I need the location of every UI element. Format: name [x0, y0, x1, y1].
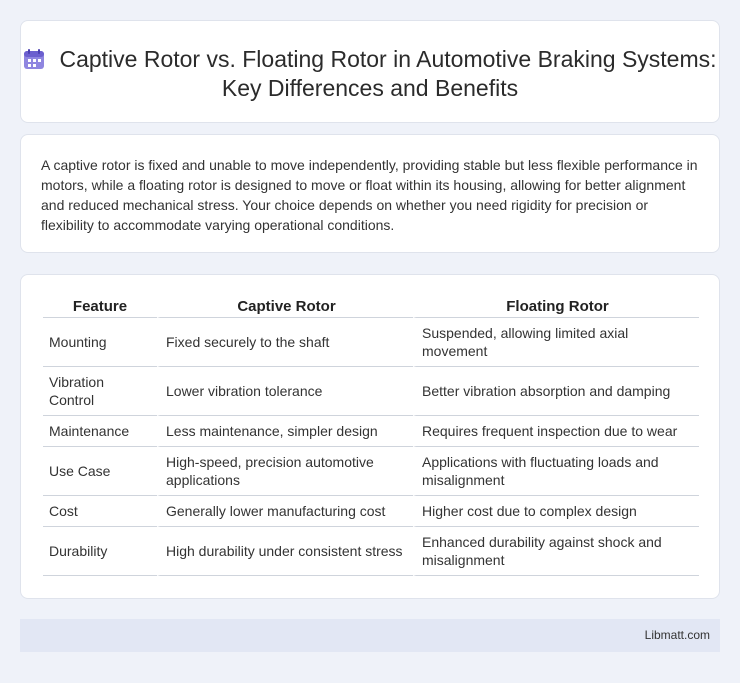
captive-cell: High-speed, precision automotive applications: [157, 447, 413, 496]
captive-cell: Generally lower manufacturing cost: [157, 496, 413, 527]
table-row: [43, 496, 699, 527]
intro-card: [20, 134, 720, 253]
feature-cell: Use Case: [43, 447, 157, 496]
page-title-text: Captive Rotor vs. Floating Rotor in Automotive Braking Systems: Key Differences and Benefits: [59, 46, 717, 101]
table-row: [43, 527, 699, 576]
table-header-row: [43, 297, 699, 318]
floating-cell: Requires frequent inspection due to wear: [413, 416, 699, 447]
comparison-card: [20, 274, 720, 599]
table-row: [43, 416, 699, 447]
calendar-icon: [23, 48, 45, 70]
header-feature: Feature: [43, 297, 157, 318]
floating-cell: Higher cost due to complex design: [413, 496, 699, 527]
floating-cell: Enhanced durability against shock and misalignment: [413, 527, 699, 576]
floating-cell: Suspended, allowing limited axial movement: [413, 318, 699, 367]
feature-cell: Vibration Control: [43, 367, 157, 416]
table-row: [43, 447, 699, 496]
footer: [20, 619, 720, 652]
feature-cell: Maintenance: [43, 416, 157, 447]
comparison-table: [43, 297, 699, 576]
page-title: [21, 45, 719, 103]
header-floating-rotor: Floating Rotor: [413, 297, 699, 318]
feature-cell: Cost: [43, 496, 157, 527]
feature-cell: Mounting: [43, 318, 157, 367]
captive-cell: Lower vibration tolerance: [157, 367, 413, 416]
captive-cell: Less maintenance, simpler design: [157, 416, 413, 447]
intro-paragraph: A captive rotor is fixed and unable to move independently, providing stable but less flexible performance in motors, while a floating rotor is designed to move or float within its housing, allowing for better alignment and reduced mechanical stress. Your choice depends on whether you need rigidity for precision or flexibility to accommodate varying operational conditions.: [41, 157, 698, 233]
footer-site-link[interactable]: Libmatt.com: [644, 628, 710, 642]
floating-cell: Applications with fluctuating loads and misalignment: [413, 447, 699, 496]
title-card: [20, 20, 720, 123]
floating-cell: Better vibration absorption and damping: [413, 367, 699, 416]
table-row: [43, 367, 699, 416]
captive-cell: High durability under consistent stress: [157, 527, 413, 576]
captive-cell: Fixed securely to the shaft: [157, 318, 413, 367]
table-row: [43, 318, 699, 367]
feature-cell: Durability: [43, 527, 157, 576]
header-captive-rotor: Captive Rotor: [157, 297, 413, 318]
